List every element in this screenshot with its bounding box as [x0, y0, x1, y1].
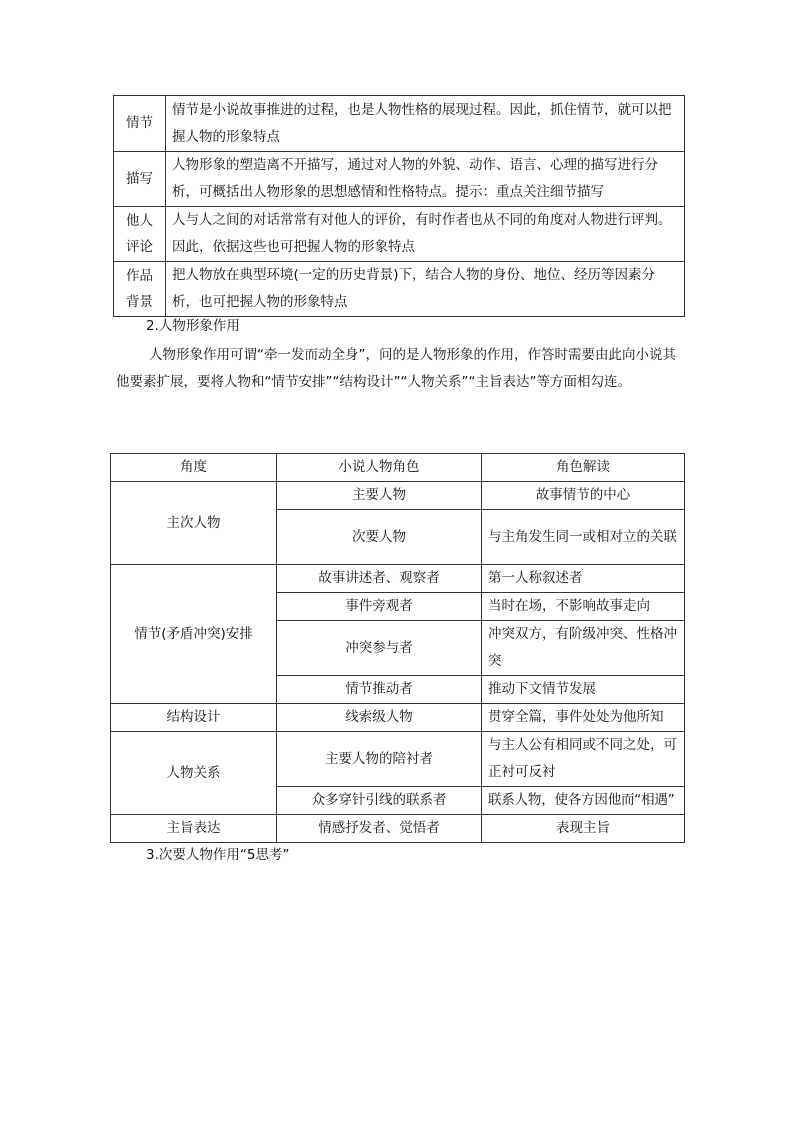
row-text: 把人物放在典型环境(一定的历史背景)下，结合人物的身份、地位、经历等因素分析，也可把握人物的形象特点	[166, 262, 685, 317]
reading-cell: 与主角发生同一或相对立的关联	[482, 510, 685, 565]
row-text: 人物形象的塑造离不开描写，通过对人物的外貌、动作、语言、心理的描写进行分析，可概括出人物形象的思想感情和性格特点。提示：重点关注细节描写	[166, 152, 685, 207]
reading-cell: 冲突双方，有阶级冲突、性格冲突	[482, 621, 685, 676]
row-label	[114, 262, 166, 317]
role-cell: 主要人物的陪衬者	[277, 732, 482, 787]
role-cell: 众多穿针引线的联系者	[277, 787, 482, 815]
table-row	[114, 152, 685, 207]
angle-cell: 情节(矛盾冲突)安排	[111, 565, 277, 704]
column-header: 角度	[111, 454, 277, 482]
section-paragraph	[116, 342, 686, 396]
role-cell: 冲突参与者	[277, 621, 482, 676]
table-row	[111, 704, 685, 732]
section-heading: 3.次要人物作用“5思考”	[146, 847, 290, 863]
reading-cell: 联系人物，使各方因他而“相遇”	[482, 787, 685, 815]
angle-cell: 人物关系	[111, 732, 277, 815]
table-row	[111, 815, 685, 843]
section-heading: 2.人物形象作用	[146, 318, 240, 334]
role-cell: 次要人物	[277, 510, 482, 565]
angle-cell: 结构设计	[111, 704, 277, 732]
role-cell: 线索级人物	[277, 704, 482, 732]
angle-cell: 主次人物	[111, 482, 277, 565]
row-text: 人与人之间的对话常常有对他人的评价，有时作者也从不同的角度对人物进行评判。因此，依据这些也可把握人物的形象特点	[166, 207, 685, 262]
reading-cell: 当时在场，不影响故事走向	[482, 593, 685, 621]
table-row	[111, 565, 685, 593]
table-row	[111, 482, 685, 510]
table-row	[111, 732, 685, 787]
role-cell: 故事讲述者、观察者	[277, 565, 482, 593]
row-text: 情节是小说故事推进的过程，也是人物性格的展现过程。因此，抓住情节，就可以把握人物的形象特点	[166, 96, 685, 152]
character-role-table	[110, 453, 685, 843]
table-row	[114, 262, 685, 317]
table-header-row	[111, 454, 685, 482]
row-label: 情节	[114, 96, 166, 152]
table-row	[114, 207, 685, 262]
role-cell: 情节推动者	[277, 676, 482, 704]
row-label-line: 作品背景	[126, 268, 153, 310]
paragraph-text: 人物形象作用可谓“牵一发而动全身”，问的是人物形象的作用，作答时需要由此向小说其他要素扩展，要将人物和“情节安排”“结构设计”“人物关系”“主旨表达”等方面相勾连。	[116, 347, 676, 390]
row-label: 描写	[114, 152, 166, 207]
reading-cell: 第一人称叙述者	[482, 565, 685, 593]
reading-cell: 贯穿全篇，事件处处为他所知	[482, 704, 685, 732]
column-header: 小说人物角色	[277, 454, 482, 482]
column-header: 角色解读	[482, 454, 685, 482]
row-label	[114, 207, 166, 262]
row-label-line: 他人评论	[126, 213, 153, 255]
role-cell: 事件旁观者	[277, 593, 482, 621]
character-method-table	[113, 95, 685, 317]
reading-cell: 与主人公有相同或不同之处，可正衬可反衬	[482, 732, 685, 787]
role-cell: 情感抒发者、觉悟者	[277, 815, 482, 843]
reading-cell: 表现主旨	[482, 815, 685, 843]
role-cell: 主要人物	[277, 482, 482, 510]
reading-cell: 推动下文情节发展	[482, 676, 685, 704]
table-row	[114, 96, 685, 152]
angle-cell: 主旨表达	[111, 815, 277, 843]
reading-cell: 故事情节的中心	[482, 482, 685, 510]
